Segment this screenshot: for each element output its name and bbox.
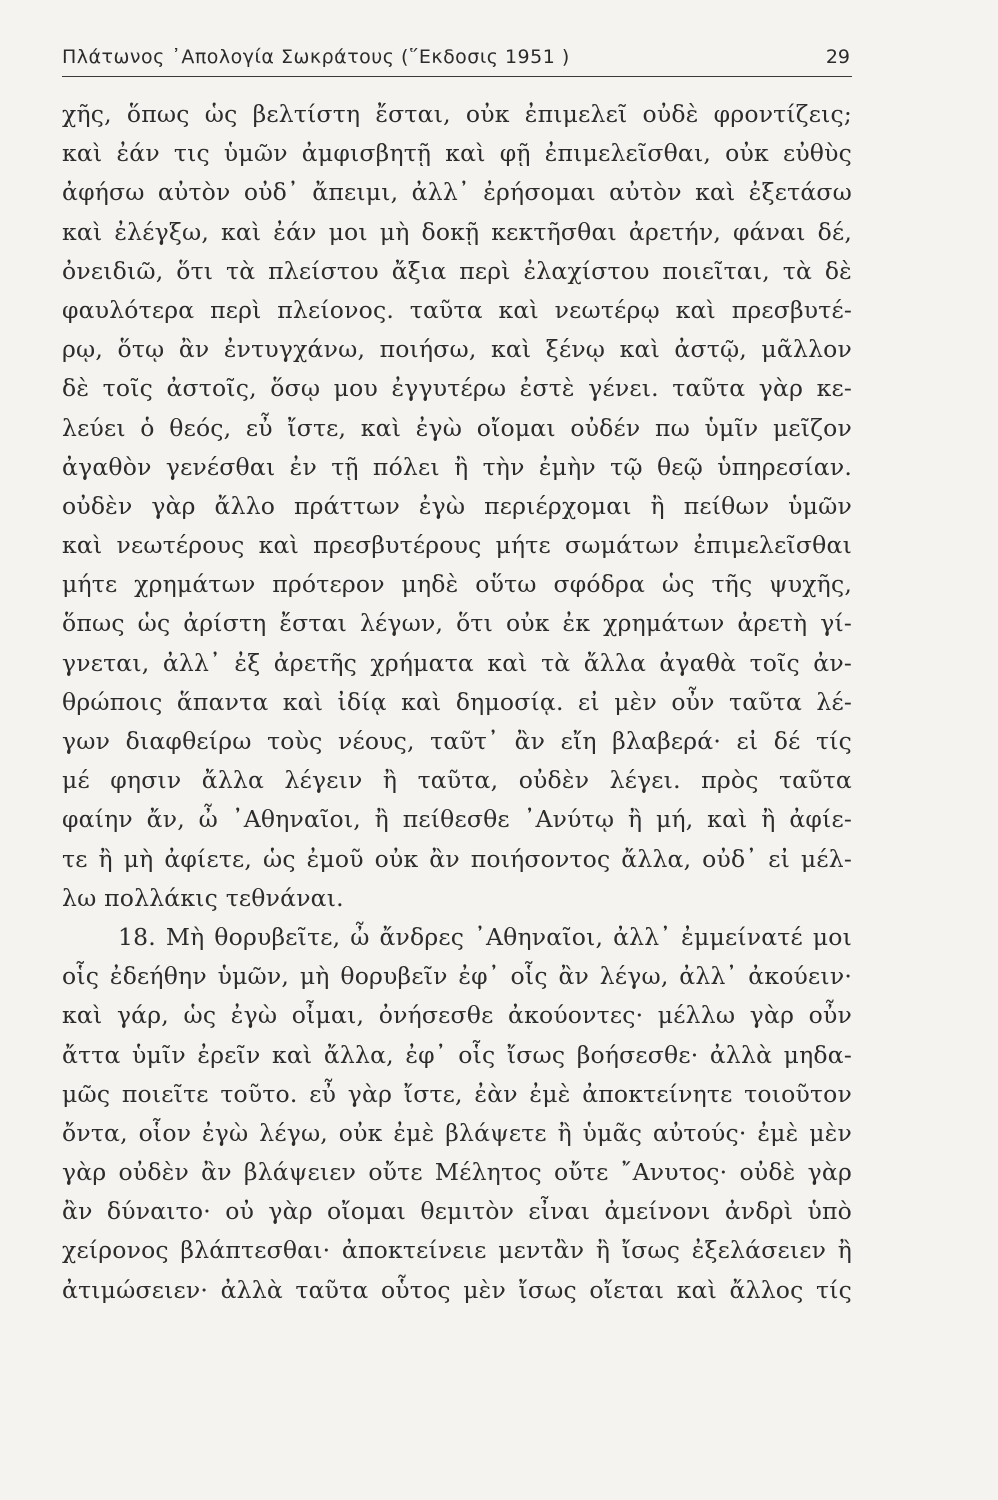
text-line: οὐδὲν γὰρ ἄλλο πράττων ἐγὼ περιέρχομαι ἢ πείθων ὑμῶν [62,491,852,520]
header-rule [62,76,852,77]
text-line: γων διαφθείρω τοὺς νέους, ταῦτ᾽ ἂν εἴη βλαβερά· εἰ δέ τίς [62,727,852,755]
page-number: 29 [825,46,850,68]
text-line: μέ φησιν ἄλλα λέγειν ἢ ταῦτα, οὐδὲν λέγει. πρὸς ταῦτα [62,766,852,795]
text-line: οἷς ἐδεήθην ὑμῶν, μὴ θορυβεῖν ἐφ᾽ οἷς ἂν λέγω, ἀλλ᾽ ἀκούειν· [62,962,852,991]
text-line: φαίην ἄν, ὦ ᾽Αθηναῖοι, ἢ πείθεσθε ᾽Ανύτῳ ἢ μή, καὶ ἢ ἀφίε- [62,805,852,834]
section-18-start-line: 18. Μὴ θορυβεῖτε, ὦ ἄνδρες ᾽Αθηναῖοι, ἀλλ᾽ ἐμμείνατέ μοι [118,922,852,951]
body-text [62,95,852,1310]
text-line: καὶ γάρ, ὡς ἐγὼ οἶμαι, ὀνήσεσθε ἀκούοντες· μέλλω γὰρ οὖν [62,1001,852,1030]
text-line: ρῳ, ὅτῳ ἂν ἐντυγχάνω, ποιήσω, καὶ ξένῳ καὶ ἀστῷ, μᾶλλον [62,335,852,364]
running-header [62,46,852,86]
text-line: θρώποις ἅπαντα καὶ ἰδίᾳ καὶ δημοσίᾳ. εἰ μὲν οὖν ταῦτα λέ- [62,687,852,716]
text-line: ἄττα ὑμῖν ἐρεῖν καὶ ἄλλα, ἐφ᾽ οἷς ἴσως βοήσεσθε· ἀλλὰ μηδα- [62,1040,852,1069]
text-line: γὰρ οὐδὲν ἂν βλάψειεν οὔτε Μέλητος οὔτε ῎Ανυτος· οὐδὲ γὰρ [62,1158,852,1187]
paragraph-end-line: λω πολλάκις τεθνάναι. [62,883,344,912]
text-line: δὲ τοῖς ἀστοῖς, ὅσῳ μου ἐγγυτέρω ἐστὲ γένει. ταῦτα γὰρ κε- [62,374,852,403]
text-line: χείρονος βλάπτεσθαι· ἀποκτείνειε μεντἂν ἢ ἴσως ἐξελάσειεν ἢ [62,1236,852,1265]
text-line: ἀτιμώσειεν· ἀλλὰ ταῦτα οὗτος μὲν ἴσως οἴεται καὶ ἄλλος τίς [62,1275,852,1304]
text-line: λεύει ὁ θεός, εὖ ἴστε, καὶ ἐγὼ οἴομαι οὐδέν πω ὑμῖν μεῖζον [62,413,852,442]
text-line: ὀνειδιῶ, ὅτι τὰ πλείστου ἄξια περὶ ἐλαχίστου ποιεῖται, τὰ δὲ [62,256,852,285]
text-line: ὅπως ὡς ἀρίστη ἔσται λέγων, ὅτι οὐκ ἐκ χρημάτων ἀρετὴ γί- [62,609,852,638]
text-line: γνεται, ἀλλ᾽ ἐξ ἀρετῆς χρήματα καὶ τὰ ἄλλα ἀγαθὰ τοῖς ἀν- [62,648,852,677]
text-line: μῶς ποιεῖτε τοῦτο. εὖ γὰρ ἴστε, ἐὰν ἐμὲ ἀποκτείνητε τοιοῦτον [62,1079,852,1108]
text-line: ἀγαθὸν γενέσθαι ἐν τῇ πόλει ἢ τὴν ἐμὴν τῷ θεῷ ὑπηρεσίαν. [62,452,852,481]
text-line: ὄντα, οἷον ἐγὼ λέγω, οὐκ ἐμὲ βλάψετε ἢ ὑμᾶς αὐτούς· ἐμὲ μὲν [62,1118,852,1147]
text-line: χῆς, ὅπως ὡς βελτίστη ἔσται, οὐκ ἐπιμελεῖ οὐδὲ φροντίζεις; [62,100,852,128]
text-line: ἀφήσω αὐτὸν οὐδ᾽ ἄπειμι, ἀλλ᾽ ἐρήσομαι αὐτὸν καὶ ἐξετάσω [62,178,852,207]
text-line: καὶ ἐλέγξω, καὶ ἐάν μοι μὴ δοκῇ κεκτῆσθαι ἀρετήν, φάναι δέ, [62,217,852,246]
header-title: Πλάτωνος ᾿Απολογία Σωκράτους (῞Εκδοσις 1951 ) [62,46,570,68]
text-line: ἂν δύναιτο· οὐ γὰρ οἴομαι θεμιτὸν εἶναι ἀμείνονι ἀνδρὶ ὑπὸ [62,1197,852,1226]
text-line: καὶ ἐάν τις ὑμῶν ἀμφισβητῇ καὶ φῇ ἐπιμελεῖσθαι, οὐκ εὐθὺς [62,139,852,168]
text-line: μήτε χρημάτων πρότερον μηδὲ οὕτω σφόδρα ὡς τῆς ψυχῆς, [62,570,852,599]
text-line: τε ἢ μὴ ἀφίετε, ὡς ἐμοῦ οὐκ ἂν ποιήσοντος ἄλλα, οὐδ᾽ εἰ μέλ- [62,844,852,873]
text-line: καὶ νεωτέρους καὶ πρεσβυτέρους μήτε σωμάτων ἐπιμελεῖσθαι [62,531,852,560]
text-line: φαυλότερα περὶ πλείονος. ταῦτα καὶ νεωτέρῳ καὶ πρεσβυτέ- [62,295,852,324]
